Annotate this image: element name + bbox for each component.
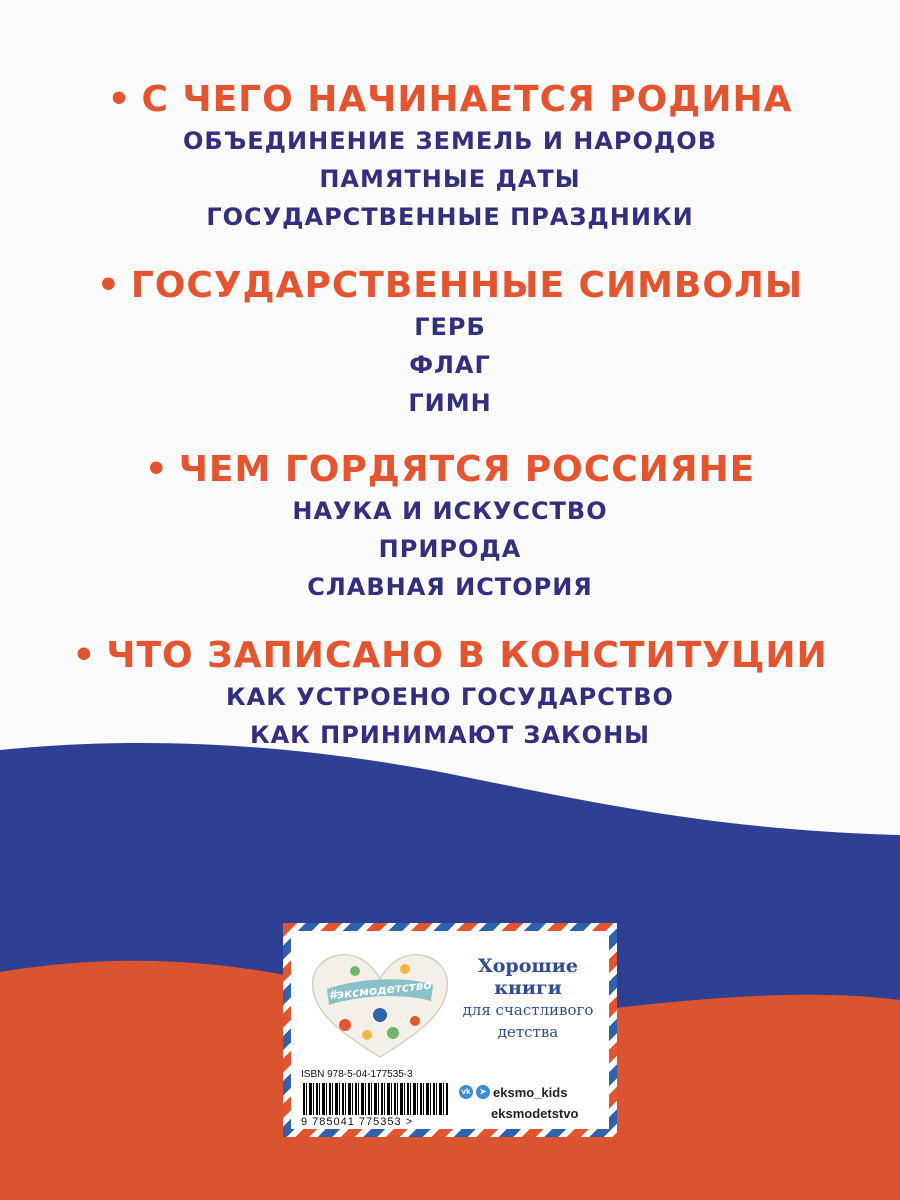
card-inner: [291, 931, 609, 1129]
section-3: [0, 448, 900, 606]
bullet: •: [72, 635, 97, 676]
slogan-line: Хорошие: [478, 955, 578, 977]
publisher-card: [283, 923, 617, 1137]
section-item: КАК ПРИНИМАЮТ ЗАКОНЫ: [249, 721, 651, 749]
section-item: ГОСУДАРСТВЕННЫЕ ПРАЗДНИКИ: [206, 203, 694, 231]
section-item: ФЛАГ: [409, 351, 491, 379]
section-item: ПРИРОДА: [378, 535, 522, 563]
section-item: СЛАВНАЯ ИСТОРИЯ: [307, 573, 593, 601]
social-handle: eksmodetstvo: [491, 1106, 579, 1121]
section-item: ГЕРБ: [414, 313, 486, 341]
bullet: •: [107, 79, 132, 120]
section-item: ОБЪЕДИНЕНИЕ ЗЕМЕЛЬ И НАРОДОВ: [183, 127, 717, 155]
isbn-text: ISBN 978-5-04-177535-3: [301, 1069, 413, 1080]
social-row: [459, 1081, 599, 1103]
slogan: [457, 955, 599, 1043]
section-heading: • ГОСУДАРСТВЕННЫЕ СИМВОЛЫ: [96, 265, 804, 306]
slogan-line: для счастливого: [462, 1001, 594, 1019]
bullet: •: [144, 449, 169, 490]
slogan-line: книги: [494, 977, 562, 999]
section-heading: • ЧТО ЗАПИСАНО В КОНСТИТУЦИИ: [72, 635, 828, 676]
section-item: КАК УСТРОЕНО ГОСУДАРСТВО: [226, 683, 674, 711]
vk-icon: vk: [459, 1085, 473, 1099]
heart-label: #эксмодетство: [327, 977, 433, 1003]
section-item: НАУКА И ИСКУССТВО: [292, 497, 608, 525]
social-handle: eksmo_kids: [493, 1084, 568, 1100]
social-links: [459, 1081, 599, 1125]
section-heading: • ЧЕМ ГОРДЯТСЯ РОССИЯНЕ: [144, 449, 756, 490]
telegram-icon: ➤: [476, 1085, 490, 1099]
section-item: ГИМН: [408, 389, 492, 417]
section-4: [0, 634, 900, 754]
section-heading: • С ЧЕГО НАЧИНАЕТСЯ РОДИНА: [107, 79, 793, 120]
contents-list: [0, 78, 900, 782]
heart-icon: [305, 945, 455, 1065]
bullet: •: [96, 265, 121, 306]
barcode-number: 9 785041 775353 >: [301, 1116, 414, 1128]
section-item: ПАМЯТНЫЕ ДАТЫ: [319, 165, 581, 193]
heart-logo: [305, 945, 455, 1065]
isbn-block: [301, 1069, 451, 1129]
slogan-line: детства: [497, 1023, 559, 1041]
section-2: [0, 264, 900, 422]
barcode: [303, 1083, 449, 1115]
section-1: [0, 78, 900, 236]
